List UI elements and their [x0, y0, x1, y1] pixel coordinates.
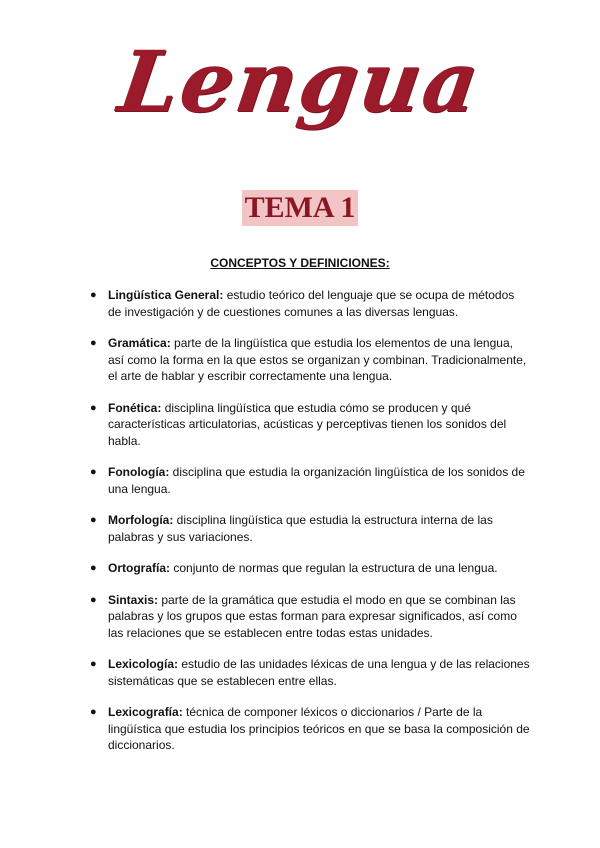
page-title: Lengua: [113, 32, 487, 131]
bullet-icon: ●: [90, 514, 97, 526]
definition-text: disciplina lingüística que estudia cómo se producen y qué características articulatorias, acústicas y perceptivas tienen los sonidos del habla.: [108, 400, 507, 448]
term-label: Fonética:: [108, 400, 162, 415]
bullet-icon: ●: [90, 593, 97, 606]
term-label: Sintaxis:: [108, 592, 159, 607]
term-label: Ortografía:: [108, 561, 171, 575]
page-header: [0, 32, 600, 131]
term-label: Lexicología:: [108, 657, 179, 671]
definition-item: [90, 512, 530, 545]
definition-text: disciplina que estudia la organización lingüística de los sonidos de una lengua.: [108, 465, 525, 496]
bullet-icon: ●: [90, 658, 97, 670]
definition-item: [90, 704, 530, 754]
bullet-icon: ●: [90, 562, 97, 574]
topic-label: TEMA 1: [242, 190, 359, 226]
definition-text: parte de la gramática que estudia el modo en que se combinan las palabras y los grupos que estas forman para expresar significados, así como las relaciones que se establecen entre todas estas unidades.: [108, 592, 517, 640]
definition-text: estudio teórico del lenguaje que se ocupa de métodos de investigación y de cuestiones comunes a las diversas lenguas.: [108, 288, 515, 319]
term-label: Fonología:: [108, 465, 170, 479]
bullet-icon: ●: [90, 706, 97, 718]
definition-item: [90, 592, 530, 642]
definition-item: [90, 287, 530, 320]
term-label: Lexicografía:: [108, 705, 183, 719]
definition-item: [90, 400, 530, 450]
term-label: Morfología:: [108, 513, 174, 527]
definition-text: conjunto de normas que regulan la estructura de una lengua.: [173, 561, 498, 575]
definition-text: disciplina lingüística que estudia la estructura interna de las palabras y sus variaciones.: [108, 513, 493, 544]
section-heading: CONCEPTOS Y DEFINICIONES:: [210, 256, 390, 270]
bullet-icon: ●: [90, 337, 97, 349]
term-label: Lingüística General:: [108, 288, 224, 302]
definition-list: [90, 287, 530, 769]
bullet-icon: ●: [90, 466, 97, 478]
term-label: Gramática:: [108, 336, 171, 350]
definition-text: estudio de las unidades léxicas de una lengua y de las relaciones sistemáticas que se establecen entre ellas.: [108, 657, 530, 688]
subtitle-wrap: [0, 190, 600, 226]
definition-text: técnica de componer léxicos o diccionarios / Parte de la lingüística que estudia los principios teóricos en que se basa la composición de diccionarios.: [108, 705, 530, 752]
bullet-icon: ●: [90, 289, 97, 301]
definition-item: [90, 335, 530, 385]
bullet-icon: ●: [90, 401, 97, 414]
definition-item: [90, 464, 530, 497]
definition-text: parte de la lingüística que estudia los elementos de una lengua, así como la forma en la que estos se organizan y combinan. Tradicionalmente, el arte de hablar y escribir correctamente una lengua.: [108, 336, 527, 383]
definition-item: [90, 656, 530, 689]
definition-item: [90, 560, 530, 577]
